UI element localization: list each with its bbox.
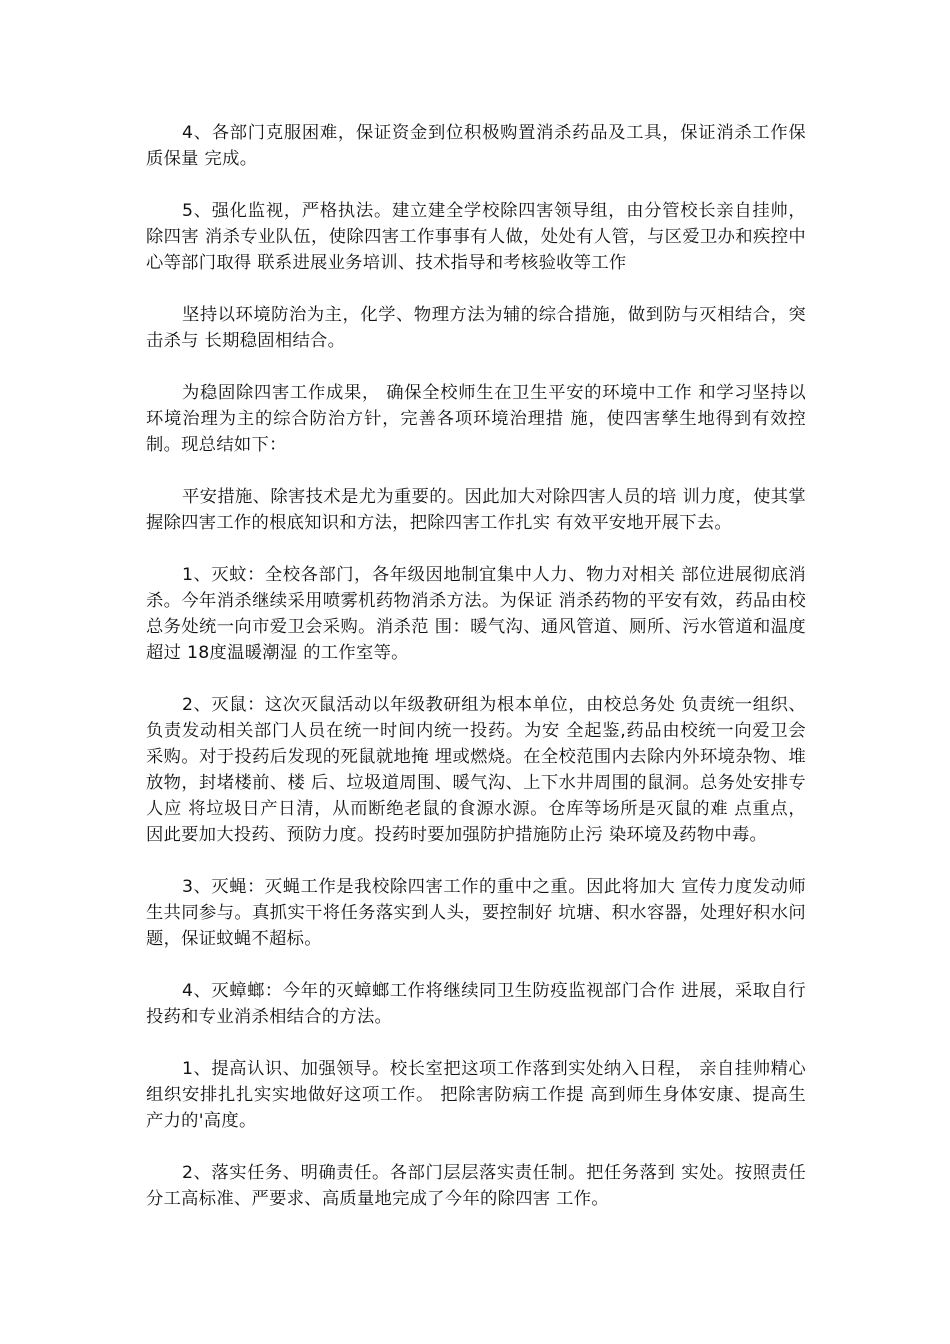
paragraph-environmental-prevention: 坚持以环境防治为主，化学、物理方法为辅的综合措施，做到防与灭相结合，突击杀与 长期稳固相结合。 <box>146 305 806 351</box>
paragraph-summary-intro: 为稳固除四害工作成果， 确保全校师生在卫生平安的环境中工作 和学习坚持以环境治理为主的综合防治方针，完善各项环境治理措 施，使四害孳生地得到有效控制。现总结如下： <box>146 383 806 455</box>
paragraph-mosquito-control: 1、灭蚊：全校各部门，各年级因地制宜集中人力、物力对相关 部位进展彻底消杀。今年消杀继续采用喷雾机药物消杀方法。为保证 消杀药物的平安有效，药品由校总务处统一向市爱卫会采购。消杀范 围：暖气沟、通风管道、厕所、污水管道和温度超过 18度温暖潮湿 的工作室等。 <box>146 565 806 663</box>
paragraph-cockroach-control: 4、灭蟑螂：今年的灭蟑螂工作将继续同卫生防疫监视部门合作 进展，采取自行投药和专业消杀相结合的方法。 <box>146 981 806 1027</box>
paragraph-fly-control: 3、灭蝇：灭蝇工作是我校除四害工作的重中之重。因此将加大 宣传力度发动师生共同参与。真抓实干将任务落实到人头，要控制好 坑塘、积水容器，处理好积水问题，保证蚊蝇不超标。 <box>146 877 806 949</box>
paragraph-responsibility: 2、落实任务、明确责任。各部门层层落实责任制。把任务落到 实处。按照责任分工高标准、严要求、高质量地完成了今年的除四害 工作。 <box>146 1163 806 1209</box>
paragraph-funding: 4、各部门克服困难，保证资金到位积极购置消杀药品及工具，保证消杀工作保质保量 完成。 <box>146 123 806 169</box>
paragraph-rodent-control: 2、灭鼠：这次灭鼠活动以年级教研组为根本单位，由校总务处 负责统一组织、负责发动相关部门人员在统一时间内统一投药。为安 全起鉴,药品由校统一向爱卫会采购。对于投药后发现的死鼠就地掩 埋或燃烧。在全校范围内去除内外环境杂物、堆放物，封堵楼前、楼 后、垃圾道周围、暖气沟、上下水井周围的鼠洞。总务处安排专人应 将垃圾日产日清，从而断绝老鼠的食源水源。仓库等场所是灭鼠的难 点重点，因此要加大投药、预防力度。投药时要加强防护措施防止污 染环境及药物中毒。 <box>146 695 806 845</box>
paragraph-leadership: 1、提高认识、加强领导。校长室把这项工作落到实处纳入日程， 亲自挂帅精心组织安排扎扎实实地做好这项工作。 把除害防病工作提 高到师生身体安康、提高生产力的'高度。 <box>146 1059 806 1131</box>
paragraph-safety-training: 平安措施、除害技术是尤为重要的。因此加大对除四害人员的培 训力度，使其掌握除四害工作的根底知识和方法，把除四害工作扎实 有效平安地开展下去。 <box>146 487 806 533</box>
paragraph-supervision: 5、强化监视，严格执法。建立建全学校除四害领导组，由分管校长亲自挂帅，除四害 消杀专业队伍，使除四害工作事事有人做，处处有人管，与区爱卫办和疾控中心等部门取得 联系进展业务培训、技术指导和考核验收等工作 <box>146 201 806 273</box>
document-body <box>146 120 806 1238</box>
